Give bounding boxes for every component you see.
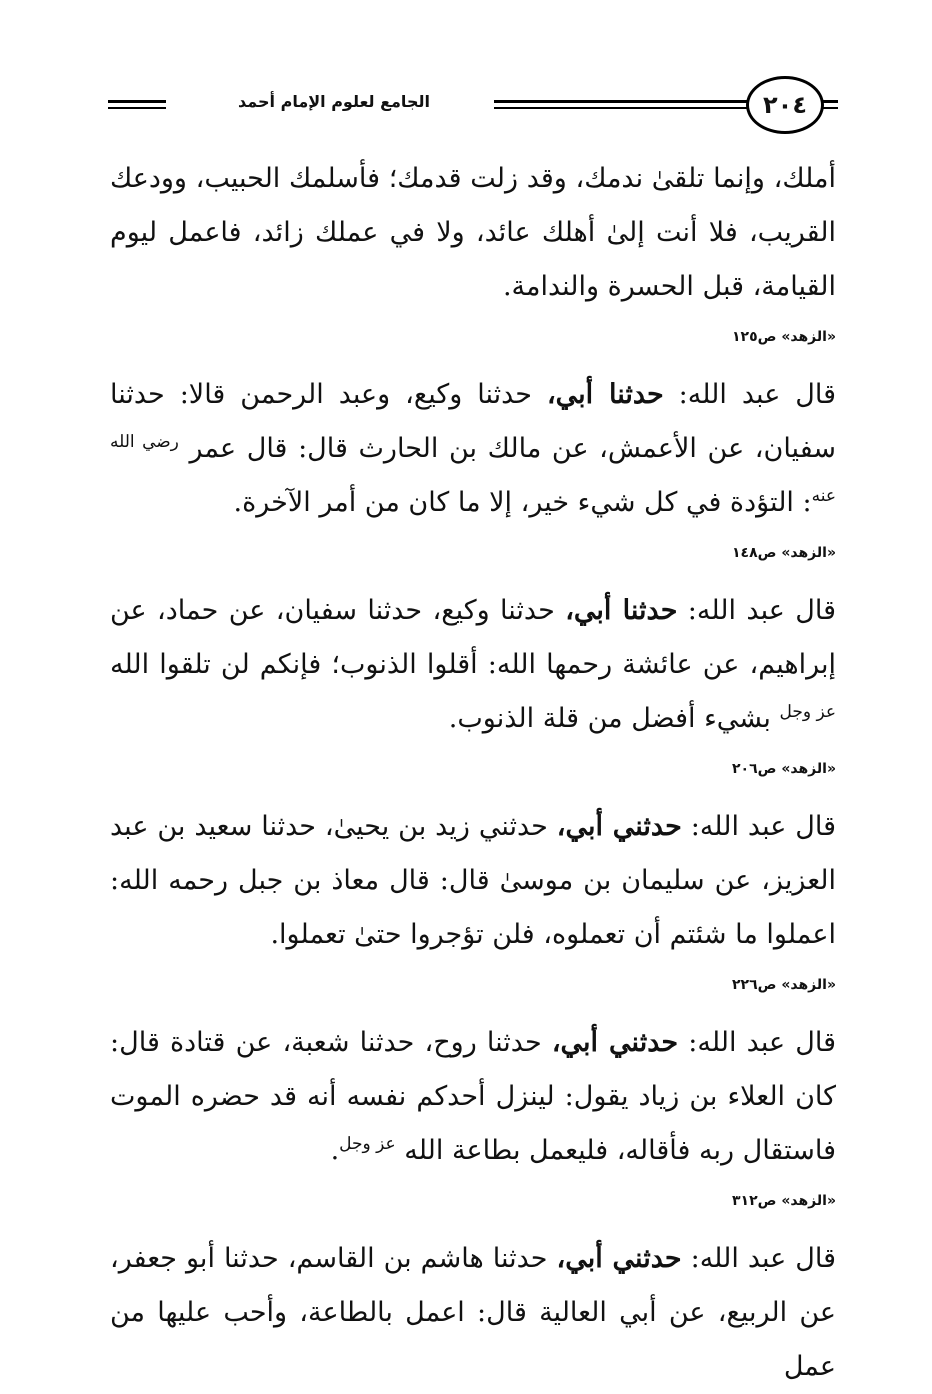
narration-opener: قال عبد الله: (681, 1243, 837, 1274)
narration-opener: قال عبد الله: (677, 595, 836, 626)
narration-text: حدثنا وكيع، وعبد الرحمن قالا: حدثنا سفيان، عن الأعمش، عن مالك بن الحارث قال: قال عمر (110, 379, 836, 464)
narration-lead: حدثني أبي، (551, 1027, 679, 1058)
narration-lead: حدثنا أبي، (565, 595, 678, 626)
narration-paragraph (110, 368, 836, 530)
narration-text-end: بشيء أفضل من قلة الذنوب. (448, 703, 780, 734)
narration-text-end: . (330, 1135, 340, 1166)
narration-text-end: : التؤدة في كل شيء خير، إلا ما كان من أمر الآخرة. (233, 487, 812, 518)
narration-text: حدثنا وكيع، حدثنا سفيان، عن حماد، عن إبراهيم، عن عائشة رحمها الله: أقلوا الذنوب؛ فإنكم لن تلقوا الله (110, 595, 836, 680)
honorific-symbol: عز وجل (339, 1134, 396, 1154)
header-rule-left (108, 100, 166, 109)
narration-text: حدثنا روح، حدثنا شعبة، عن قتادة قال: كان العلاء بن زياد يقول: لينزل أحدكم نفسه أنه قد حضره الموت فاستقال ربه فأقاله، فليعمل بطاعة الله (110, 1027, 836, 1166)
honorific-symbol: رضي الله عنه (110, 432, 836, 506)
narration-lead: حدثني أبي، (556, 811, 682, 842)
reference-citation: «الزهد» ص١٢٥ (732, 329, 836, 345)
reference-citation: «الزهد» ص١٤٨ (732, 545, 836, 561)
honorific-symbol: عز وجل (779, 702, 836, 722)
narration-paragraph (110, 800, 836, 962)
page-body (110, 152, 836, 1394)
reference-citation: «الزهد» ص٢٠٦ (732, 761, 836, 777)
narration-paragraph (110, 1232, 836, 1394)
narration-paragraph (110, 584, 836, 746)
narration-text: حدثنا هاشم بن القاسم، حدثنا أبو جعفر، عن الربيع، عن أبي العالية قال: اعمل بالطاعة، وأحب عليها من عمل (110, 1243, 836, 1382)
running-header (108, 76, 838, 136)
header-title: الجامع لعلوم الإمام أحمد (174, 92, 494, 112)
narration-text: حدثني زيد بن يحيىٰ، حدثنا سعيد بن عبد العزيز، عن سليمان بن موسىٰ قال: قال معاذ بن جبل رحمه الله: اعملوا ما شئتم أن تعملوه، فلن تؤجروا حتىٰ تعملوا. (110, 811, 836, 950)
narration-lead: حدثني أبي، (556, 1243, 682, 1274)
intro-paragraph: أملك، وإنما تلقىٰ ندمك، وقد زلت قدمك؛ فأسلمك الحبيب، وودعك القريب، فلا أنت إلىٰ أهلك عائد، ولا في عملك زائد، فاعمل ليوم القيامة، قبل الحسرة والندامة. (110, 163, 836, 302)
narration-opener: قال عبد الله: (678, 1027, 836, 1058)
narration-opener: قال عبد الله: (681, 811, 836, 842)
reference-citation: «الزهد» ص٣١٢ (732, 1193, 836, 1209)
page-number: ٢٠٤ (746, 76, 824, 134)
reference-citation: «الزهد» ص٢٢٦ (732, 977, 836, 993)
narration-lead: حدثنا أبي، (546, 379, 664, 410)
narration-opener: قال عبد الله: (663, 379, 837, 410)
narration-paragraph (110, 1016, 836, 1178)
